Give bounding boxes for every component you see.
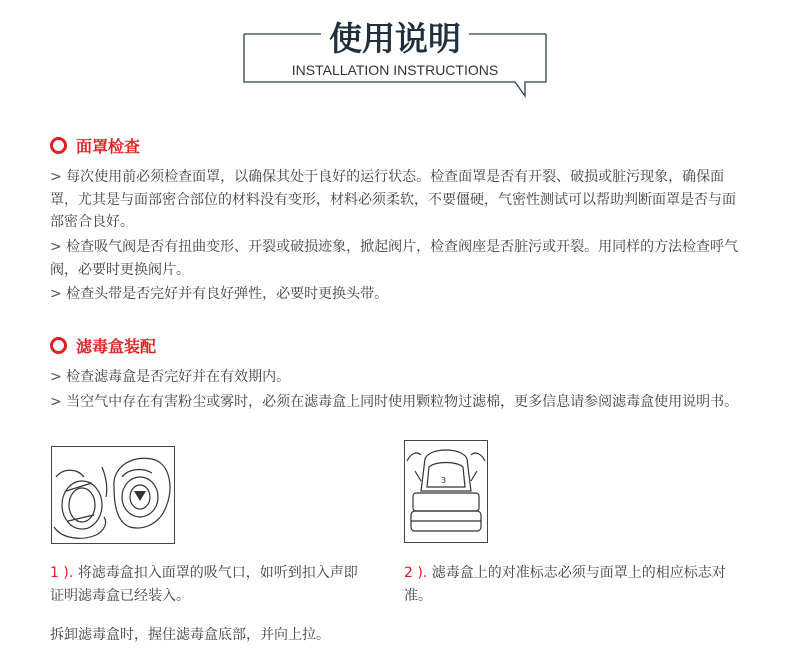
step-caption-1: 1 ). 将滤毒盒扣入面罩的吸气口，如听到扣入声即证明滤毒盒已经装入。 [50, 565, 358, 604]
arrow-bullet: > [50, 369, 62, 385]
step-number: 2 ). [404, 565, 428, 581]
arrow-bullet: > [50, 239, 62, 255]
paragraph: > 检查头带是否完好并有良好弹性，必要时更换头带。 [50, 286, 389, 302]
page-subtitle: INSTALLATION INSTRUCTIONS [291, 62, 499, 78]
section-title-mask-check: 面罩检查 [50, 134, 140, 156]
section-title-cartridge-assembly: 滤毒盒装配 [50, 334, 156, 356]
circle-bullet-icon [50, 137, 67, 154]
step-caption-2: 2 ). 滤毒盒上的对准标志必须与面罩上的相应标志对准。 [404, 565, 726, 604]
arrow-bullet: > [50, 286, 62, 302]
header-banner [243, 18, 547, 100]
paragraph: > 检查吸气阀是否有扭曲变形、开裂或破损迹象，掀起阀片，检查阀座是否脏污或开裂。用同样的方法检查呼气阀，必要时更换阀片。 [50, 239, 739, 278]
paragraph: > 当空气中存在有害粉尘或雾时，必须在滤毒盒上同时使用颗粒物过滤棉，更多信息请参阅滤毒盒使用说明书。 [50, 394, 739, 410]
paragraph: > 检查滤毒盒是否完好并在有效期内。 [50, 369, 291, 385]
removal-note: 拆卸滤毒盒时，握住滤毒盒底部，并向上拉。 [50, 627, 330, 643]
arrow-bullet: > [50, 394, 62, 410]
figure-attach-cartridge [51, 446, 175, 544]
arrow-bullet: > [50, 169, 62, 185]
circle-bullet-icon [50, 337, 67, 354]
cartridge-alignment-illustration [405, 441, 487, 542]
page-title: 使用说明 [329, 19, 461, 58]
alignment-mark-label: 3 [441, 476, 447, 485]
paragraph: > 每次使用前必须检查面罩，以确保其处于良好的运行状态。检查面罩是否有开裂、破损或脏污现象，确保面罩，尤其是与面部密合部位的材料没有变形，材料必须柔软，不要僵硬，气密性测试可以帮助判断面罩是否与面部密合良好。 [50, 169, 736, 230]
mask-cartridge-illustration [52, 447, 174, 543]
step-number: 1 ). [50, 565, 74, 581]
figure-align-cartridge [404, 440, 488, 543]
